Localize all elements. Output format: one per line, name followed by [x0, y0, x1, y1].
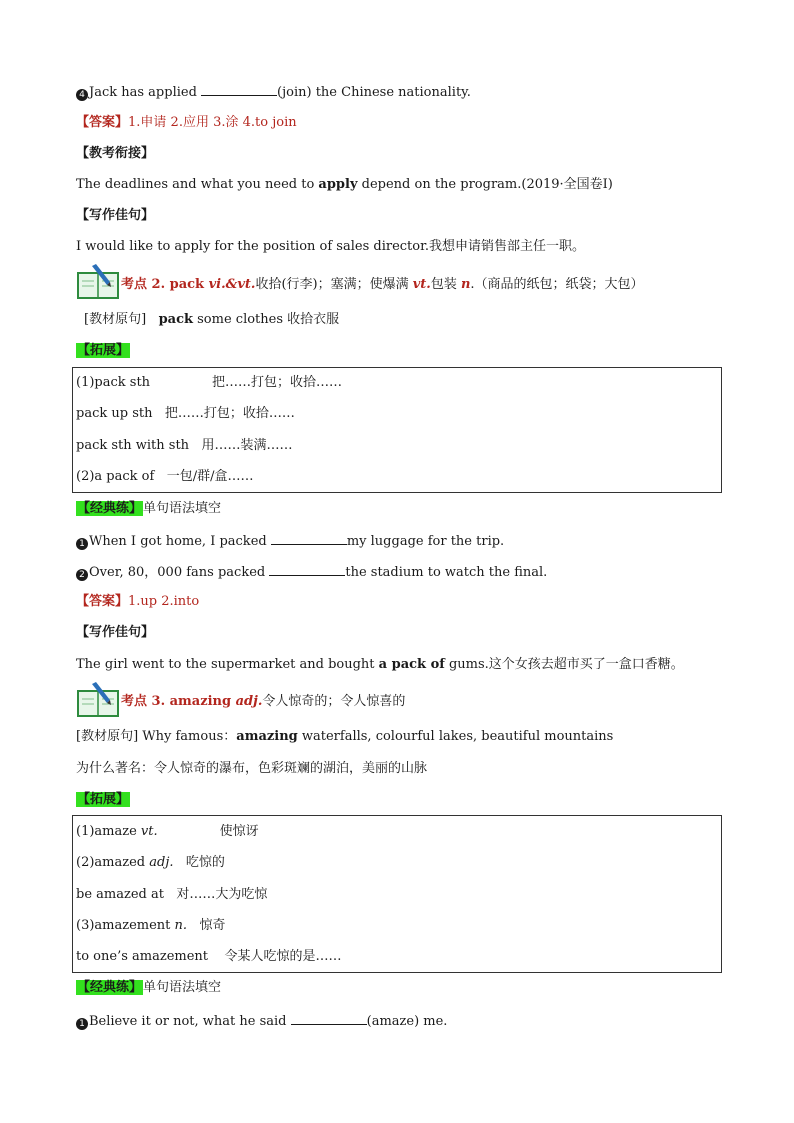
- example-sentence: I would like to apply for the position of sales director.我想申请销售部主任一职。: [76, 239, 586, 254]
- circled-number: 2: [76, 569, 88, 581]
- textbook-sentence: [教材原句] pack some clothes 收拾衣服: [84, 312, 340, 327]
- answer-line: 【答案】1.up 2.into: [76, 594, 200, 609]
- phrase-row: be amazed at 对……大为吃惊: [76, 887, 268, 902]
- exercise-item: 1 When I got home, I packed my luggage for the trip.: [76, 531, 504, 551]
- extension-box: [72, 815, 722, 973]
- fill-blank: [291, 1011, 367, 1025]
- fill-blank: [201, 82, 277, 96]
- phrase-row: to one’s amazement 令某人吃惊的是……: [76, 949, 342, 964]
- practice-heading: 【经典练】单句语法填空: [77, 501, 222, 516]
- notebook-pencil-icon: [76, 682, 120, 718]
- exercise-item: 1 Believe it or not, what he said (amaze) me.: [76, 1011, 447, 1031]
- section-heading: 【教考衔接】: [76, 146, 155, 161]
- section-heading: 【写作佳句】: [76, 208, 155, 223]
- extension-box: [72, 367, 722, 493]
- answer-line: 【答案】1.申请 2.应用 3.涂 4.to join: [76, 115, 297, 130]
- phrase-row: (3)amazement n. 惊奇: [76, 918, 226, 933]
- phrase-row: (2)a pack of 一包/群/盒……: [76, 469, 254, 484]
- practice-heading: 【经典练】单句语法填空: [77, 980, 222, 995]
- phrase-row: (2)amazed adj. 吃惊的: [76, 855, 225, 870]
- notebook-pencil-icon: [76, 264, 120, 300]
- fill-blank: [271, 531, 347, 545]
- circled-number: 1: [76, 538, 88, 550]
- point-heading: 考点 3. amazing adj.令人惊奇的；令人惊喜的: [121, 694, 406, 709]
- section-heading: 【写作佳句】: [76, 625, 155, 640]
- phrase-row: (1)amaze vt. 使惊讶: [76, 824, 259, 839]
- phrase-row: pack up sth 把……打包；收拾……: [76, 406, 295, 421]
- translation: 为什么著名：令人惊奇的瀑布，色彩斑斓的湖泊，美丽的山脉: [76, 761, 428, 776]
- example-sentence: The girl went to the supermarket and bought a pack of gums.这个女孩去超市买了一盒口香糖。: [76, 657, 684, 672]
- point-heading: 考点 2. pack vi.&vt.收拾(行李)；塞满；使爆满 vt.包装 n.（商品的纸包；纸袋；大包）: [121, 277, 644, 292]
- extension-label: 【拓展】: [77, 343, 130, 358]
- textbook-sentence: [教材原句] Why famous：amazing waterfalls, colourful lakes, beautiful mountains: [76, 729, 614, 744]
- exam-sentence: The deadlines and what you need to apply depend on the program.(2019·全国卷Ⅰ): [76, 177, 613, 192]
- fill-blank: [269, 562, 345, 576]
- circled-number: 1: [76, 1018, 88, 1030]
- exercise-item: 2 Over, 80，000 fans packed the stadium to watch the final.: [76, 562, 547, 582]
- extension-label: 【拓展】: [77, 792, 130, 807]
- circled-number: 4: [76, 89, 88, 101]
- phrase-row: pack sth with sth 用……装满……: [76, 438, 293, 453]
- phrase-row: (1)pack sth 把……打包；收拾……: [76, 375, 343, 390]
- exercise-item: 4 Jack has applied (join) the Chinese nationality.: [76, 82, 471, 102]
